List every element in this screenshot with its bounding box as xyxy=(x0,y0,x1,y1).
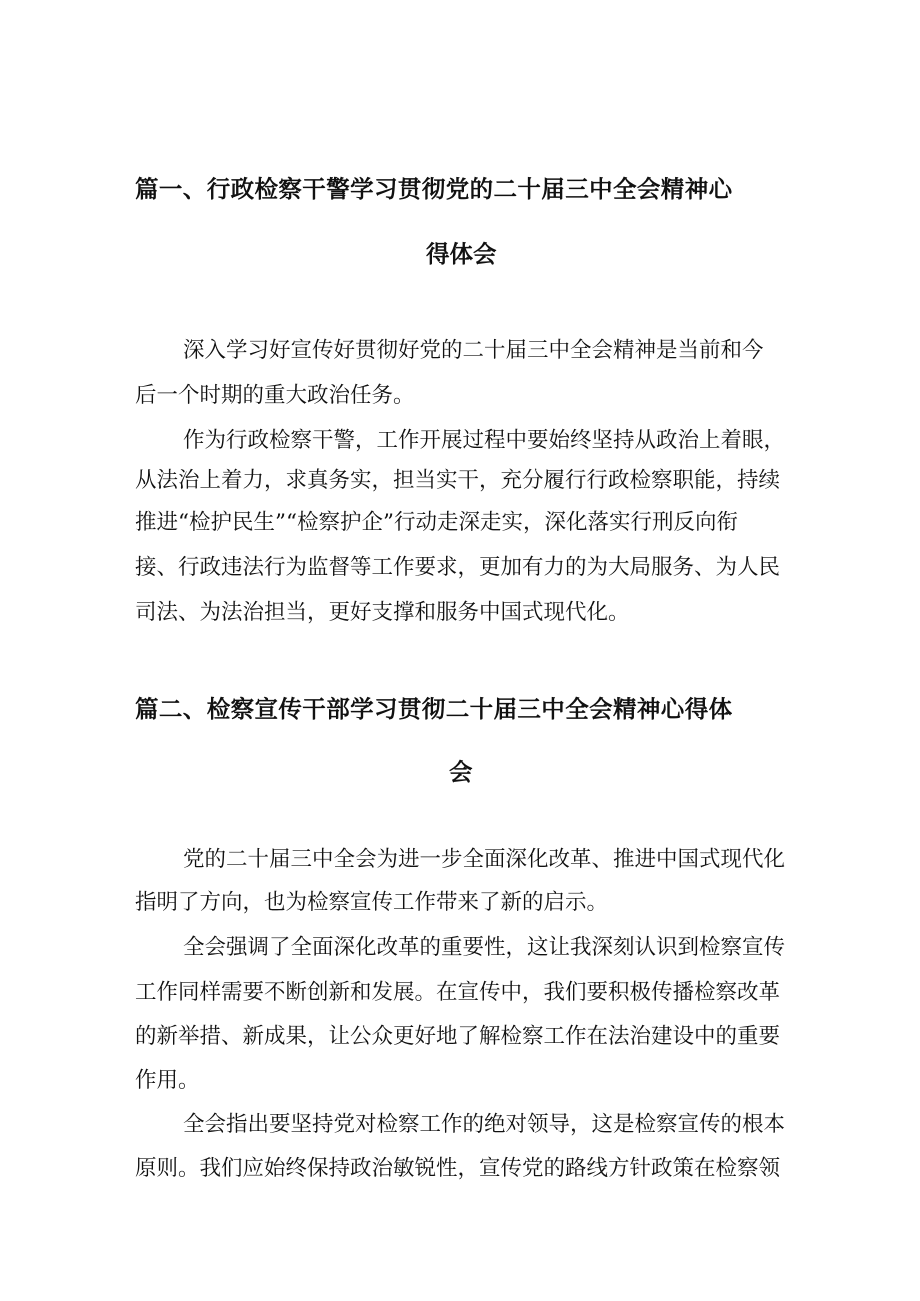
section2-title-line2: 会 xyxy=(449,758,473,786)
section2-p1-line2: 指明了方向，也为检察宣传工作带来了新的启示。 xyxy=(135,890,609,915)
section2-p3-line2: 原则。我们应始终保持政治敏锐性，宣传党的路线方针政策在检察领 xyxy=(135,1156,781,1181)
section1-p1-line1: 深入学习好宣传好贯彻好党的二十届三中全会精神是当前和今 xyxy=(183,338,764,363)
section1-p2-line3: 推进“检护民生”“检察护企”行动走深走实，深化落实行刑反向衔 xyxy=(135,510,738,535)
section1-p2-line1: 作为行政检察干警，工作开展过程中要始终坚持从政治上着眼， xyxy=(183,428,786,453)
section1-p2-line5: 司法、为法治担当，更好支撑和服务中国式现代化。 xyxy=(135,600,630,625)
section2-p2-line3: 的新举措、新成果，让公众更好地了解检察工作在法治建设中的重要 xyxy=(135,1024,781,1049)
section1-p1-line2: 后一个时期的重大政治任务。 xyxy=(135,383,415,408)
section2-title-line1: 篇二、检察宣传干部学习贯彻二十届三中全会精神心得体 xyxy=(135,695,733,723)
section2-p2-line2: 工作同样需要不断创新和发展。在宣传中，我们要积极传播检察改革 xyxy=(135,980,781,1005)
section1-title-line1: 篇一、行政检察干警学习贯彻党的二十届三中全会精神心 xyxy=(135,175,733,203)
section1-title-line2: 得体会 xyxy=(426,240,497,268)
section1-p2-line2: 从法治上着力，求真务实，担当实干，充分履行行政检察职能，持续 xyxy=(135,468,781,493)
section2-p2-line1: 全会强调了全面深化改革的重要性，这让我深刻认识到检察宣传 xyxy=(183,935,786,960)
section2-p1-line1: 党的二十届三中全会为进一步全面深化改革、推进中国式现代化 xyxy=(183,847,786,872)
section1-p2-line4: 接、行政违法行为监督等工作要求，更加有力的为大局服务、为人民 xyxy=(135,555,781,580)
section2-p2-line4: 作用。 xyxy=(135,1068,200,1093)
section2-p3-line1: 全会指出要坚持党对检察工作的绝对领导，这是检察宣传的根本 xyxy=(183,1112,786,1137)
